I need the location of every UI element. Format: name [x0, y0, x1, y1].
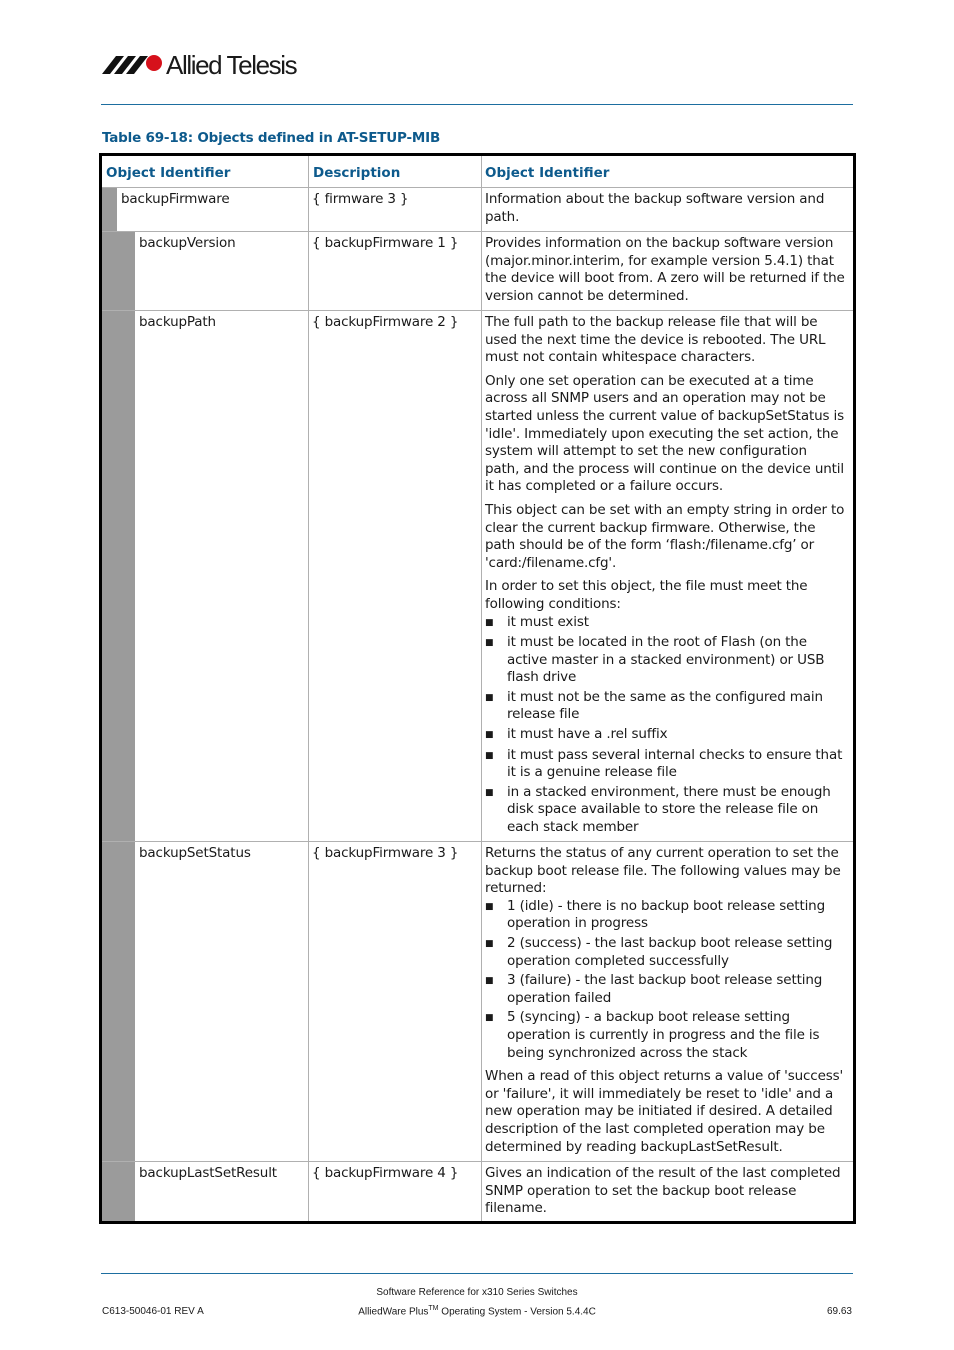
object-description: Provides information on the backup software version (major.minor.interim, for example version 5.4.1) that the device will boot from. A zero will be returned if the version cannot be determined. — [485, 235, 845, 304]
table-row — [102, 188, 853, 232]
logo-text: Allied Telesis — [166, 50, 297, 80]
header-object-identifier: Object Identifier — [106, 165, 231, 181]
list-item: ■ it must have a .rel suffix — [485, 726, 845, 745]
table-row — [102, 311, 853, 842]
object-oid: { backupFirmware 2 } — [312, 314, 459, 330]
bullet-icon: ■ — [485, 617, 494, 628]
bullet-icon: ■ — [485, 787, 494, 798]
list-item: ■ it must exist — [485, 614, 845, 633]
footer-doc-id: C613-50046-01 REV A — [102, 1306, 204, 1317]
list-item: ■ it must not be the same as the configured main release file — [485, 688, 823, 723]
mib-objects-table — [99, 153, 856, 1224]
list-item: ■ 5 (syncing) - a backup boot release setting operation is currently in progress and the file is being synchronized across the stack — [485, 1009, 820, 1061]
bullet-icon: ■ — [485, 901, 494, 912]
object-oid: { backupFirmware 3 } — [312, 845, 459, 861]
table-row — [102, 842, 853, 1162]
bullet-icon: ■ — [485, 638, 494, 649]
footer-subtitle: AlliedWare Plus™ Operating System - Version 5.4.4C — [358, 1305, 596, 1318]
bullet-icon: ■ — [485, 938, 494, 949]
object-oid: { firmware 3 } — [312, 191, 409, 207]
bullet-icon: ■ — [485, 692, 494, 703]
allied-telesis-logo-mark — [102, 50, 164, 80]
page-number: 69.63 — [826, 1306, 852, 1317]
object-name: backupVersion — [139, 235, 236, 251]
object-description: Returns the status of any current operation to set the backup boot release file. The following values may be returned: ■ 1 (idle) - there is no backup boot release setting operation in progress ■ 2 (success) - the last backup boot release setting operation completed successfully ■ 3 (failure) - the last backup boot release setting operation failed ■ 5 (syncing) - a backup boot release setting operation is currently in progress and the file is being synchronized across the stack When a read of this object returns a value of 'success' or 'failure', it will immediately be reset to 'idle' and a new operation may be initiated if desired. A detailed description of the last completed operation may be determined by reading backupLastSetResult. — [485, 845, 844, 1155]
list-item: ■ in a stacked environment, there must be enough disk space available to store the release file on each stack member — [485, 783, 831, 836]
footer-title: Software Reference for x310 Series Switches — [376, 1287, 578, 1298]
object-oid: { backupFirmware 4 } — [312, 1165, 459, 1181]
header-object-identifier-2: Object Identifier — [485, 165, 610, 181]
bullet-icon: ■ — [485, 976, 494, 987]
object-oid: { backupFirmware 1 } — [312, 235, 459, 251]
list-item: ■ it must be located in the root of Flash (on the active master in a stacked environment) or USB flash drive — [485, 634, 825, 686]
object-name: backupPath — [139, 314, 216, 330]
object-name: backupLastSetResult — [139, 1165, 277, 1181]
header-rule — [101, 104, 853, 105]
table-row — [102, 232, 853, 311]
list-item: ■ 1 (idle) - there is no backup boot release setting operation in progress — [485, 897, 826, 932]
table-row — [102, 1162, 853, 1221]
footer-rule — [101, 1273, 853, 1274]
object-name: backupSetStatus — [139, 845, 251, 861]
list-item: ■ 2 (success) - the last backup boot release setting operation completed successfully — [485, 934, 833, 969]
header-description: Description — [313, 165, 401, 181]
table-header-row — [102, 156, 853, 188]
object-description: Information about the backup software version and path. — [485, 191, 825, 225]
object-description: The full path to the backup release file that will be used the next time the device is rebooted. The URL must not contain whitespace characters. Only one set operation can be executed at a time across all SNMP users and an operation may not be started unless the current value of backupSetStatus is 'idle'. Immediately upon executing the set action, the system will attempt to set the new configuration path, and the process will continue on the device until it has completed or a failure occurs. This object can be set with an empty string in order to clear the current backup firmware. Otherwise, the path should be of the form ‘flash:/filename.cfg’ or 'card:/filename.cfg'. In order to set this object, the file must meet the following conditions: ■ it must exist ■ it must be located in the root of Flash (on the active master in a stacked environment) or USB flash drive ■ it must not be the same as the configured main release file ■ it must have a .rel suffix ■ it must pass several internal checks to ensure that it is a genuine release file ■ in a stacked environment, there must be enough disk space available to store the release file on each stack member — [485, 314, 845, 836]
bullet-icon: ■ — [485, 750, 494, 761]
list-item: ■ 3 (failure) - the last backup boot release setting operation failed — [485, 972, 823, 1006]
company-logo — [102, 50, 296, 80]
object-description: Gives an indication of the result of the last completed SNMP operation to set the backup boot release filename. — [485, 1165, 841, 1217]
object-name: backupFirmware — [121, 191, 230, 207]
table-caption: Table 69-18: Objects defined in AT-SETUP-MIB — [102, 130, 441, 146]
list-item: ■ it must pass several internal checks to ensure that it is a genuine release file — [485, 746, 843, 781]
bullet-icon: ■ — [485, 1013, 494, 1024]
bullet-icon: ■ — [485, 730, 494, 741]
